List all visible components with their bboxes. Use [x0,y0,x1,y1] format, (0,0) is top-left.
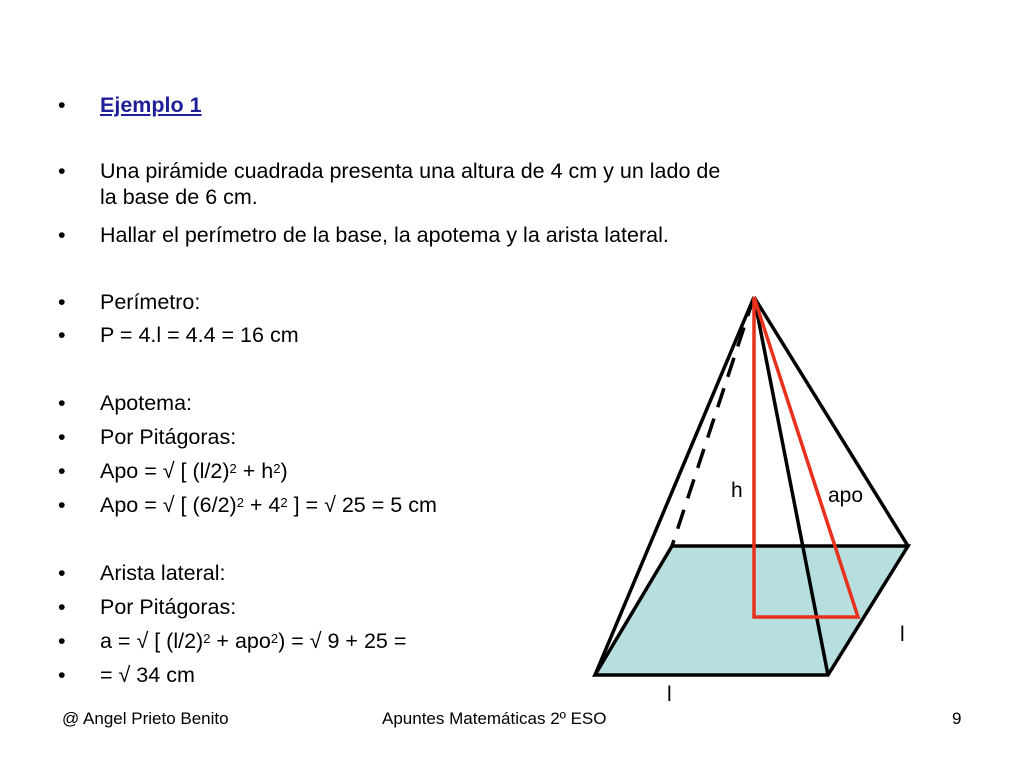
bullet: • [58,93,66,117]
edge-heading-text: Arista lateral: [100,561,226,585]
formula-part: ) = √ 9 + 25 = [278,629,407,653]
bullet: • [58,290,66,314]
formula-part: Apo = √ [ (l/2) [100,459,230,483]
perimeter-heading-text: Perímetro: [100,290,201,314]
height-label: h [731,479,743,502]
exponent: 2 [236,495,244,510]
exponent: 2 [203,631,211,646]
formula-part: ] = √ 25 = 5 cm [287,493,437,517]
example-title-link[interactable]: Ejemplo 1 [100,93,202,117]
footer-author: @ Angel Prieto Benito [62,709,229,728]
footer-page-number: 9 [952,709,962,728]
problem-line-2: la base de 6 cm. [100,185,258,209]
bullet: • [58,629,66,653]
apothem-label: apo [828,484,864,507]
bullet: • [58,425,66,449]
exponent: 2 [229,461,237,476]
problem-line-1: Una pirámide cuadrada presenta una altura de 4 cm y un lado de [100,159,721,183]
bullet: • [58,595,66,619]
perimeter-formula-text: P = 4.l = 4.4 = 16 cm [100,323,299,347]
side-label-bottom: l [667,683,672,706]
footer-course: Apuntes Matemáticas 2º ESO [382,709,607,728]
bullet: • [58,391,66,415]
bullet: • [58,323,66,347]
formula-part: + 4 [243,493,281,517]
bullet: • [58,493,66,517]
side-label-right: l [900,623,905,646]
exponent: 2 [273,461,281,476]
apothem-method-text: Por Pitágoras: [100,425,237,449]
exponent: 2 [270,631,279,646]
formula-part: a = √ [ (l/2) [100,629,204,653]
formula-part: + apo [210,629,271,653]
hidden-edge [672,297,754,546]
bullet: • [58,459,66,483]
exponent: 2 [280,495,288,510]
apothem-heading-text: Apotema: [100,391,193,415]
formula-part: ) [280,459,288,483]
formula-part: Apo = √ [ (6/2) [100,493,237,517]
edge-formula-2-text: = √ 34 cm [100,663,195,687]
bullet: • [58,663,66,687]
bullet: • [58,223,66,247]
bullet: • [58,159,66,183]
bullet: • [58,561,66,585]
task-text: Hallar el perímetro de la base, la apotema y la arista lateral. [100,223,669,247]
formula-part: + h [236,459,274,483]
edge-method-text: Por Pitágoras: [100,595,237,619]
